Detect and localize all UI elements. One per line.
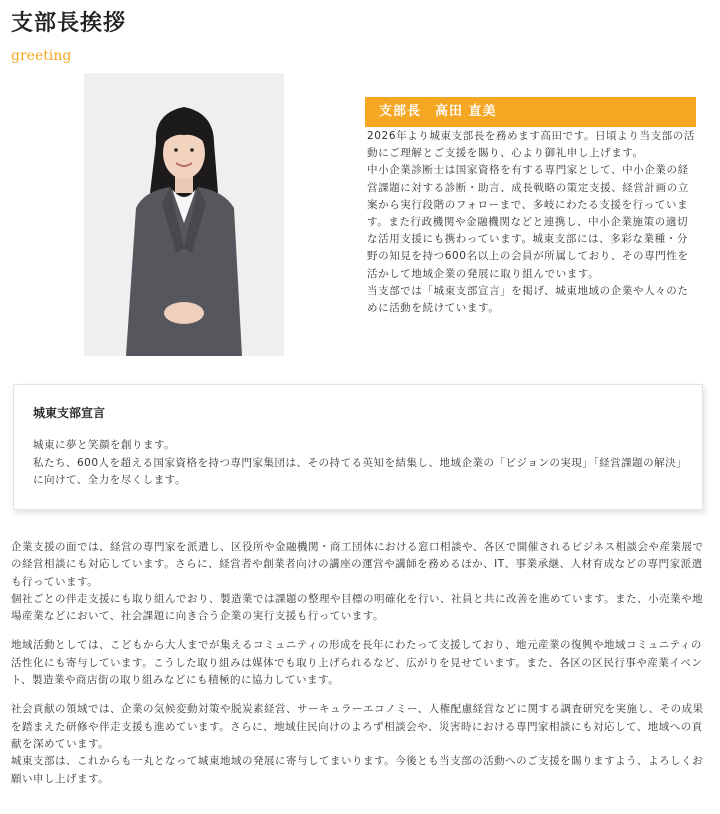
bio-paragraph: 中小企業診断士は国家資格を有する専門家として、中小企業の経営課題に対する診断・助言、成長戦略の策定支援、経営計画の立案から実行段階のフォローまで、多岐にわたる支援を行っています。また行政機関や金融機関などと連携し、中小企業施策の適切な活用支援にも携わっています。城東支部には、多彩な業種・分野の知見を持つ600名以上の会員が所属しており、その専門性を活かして地域企業の発展に取り組んでいます。 [367, 164, 689, 280]
body-text: 個社ごとの伴走支援にも取り組んでおり、製造業では課題の整理や目標の明確化を行い、社員と共に改善を進めています。また、小売業や地場産業などにおいて、社会課題に向き合う企業の実行支援も行っています。 [11, 592, 704, 623]
chief-name-banner: 支部長 高田 直美 [365, 97, 696, 127]
branch-chief-portrait [84, 73, 284, 356]
activity-description [11, 539, 705, 788]
portrait-illustration [84, 73, 284, 356]
body-text: 城東支部は、これからも一丸となって城東地域の発展に寄与してまいります。今後とも当支部の活動へのご支援を賜りますよう、よろしくお願い申し上げます。 [11, 755, 704, 785]
bio-paragraph: 2026年より城東支部長を務めます高田です。日頃より当支部の活動にご理解とご支援を賜り、心より御礼申し上げます。 [367, 130, 695, 160]
bio-paragraph: 当支部では「城東支部宣言」を掲げ、城東地域の企業や人々のために活動を続けています。 [367, 284, 689, 315]
body-text: 社会貢献の領域では、企業の気候変動対策や脱炭素経営、サーキュラーエコノミー、人権配慮経営などに関する調査研究を実施し、その成果を踏まえた研修や伴走支援も進めています。さらに、地域住民向けのよろず相談会や、災害時における専門家相談にも対応して、地域への貢献を深めています。 [11, 703, 704, 750]
page-subtitle: greeting [11, 48, 72, 64]
declaration-card [13, 384, 703, 510]
declaration-body [33, 437, 693, 490]
declaration-line: 城東に夢と笑顔を創ります。 [33, 439, 176, 451]
body-text: 企業支援の面では、経営の専門家を派遣し、区役所や金融機関・商工団体における窓口相談や、各区で開催されるビジネス相談会や産業展での経営相談にも対応しています。さらに、経営者や創業者向けの講座の運営や講師を務めるほか、IT、事業承継、人材育成などの専門家派遣も行っています。 [11, 541, 704, 588]
page-title: 支部長挨拶 [11, 10, 127, 36]
declaration-title: 城東支部宣言 [33, 406, 106, 420]
body-text: 地域活動としては、こどもから大人までが集えるコミュニティの形成を長年にわたって支援しており、地元産業の復興や地域コミュニティの活性化にも寄与しています。こうした取り組みは媒体でも取り上げられるなど、広がりを見せています。また、各区の区民行事や産業イベント、製造業や商店街の取り組みなどにも積極的に協力しています。 [11, 639, 703, 687]
chief-greeting-text [367, 128, 697, 317]
declaration-line: 私たち、600人を超える国家資格を持つ専門家集団は、その持てる英知を結集し、地域企業の「ビジョンの実現」「経営課題の解決」に向けて、全力を尽くします。 [33, 456, 688, 486]
